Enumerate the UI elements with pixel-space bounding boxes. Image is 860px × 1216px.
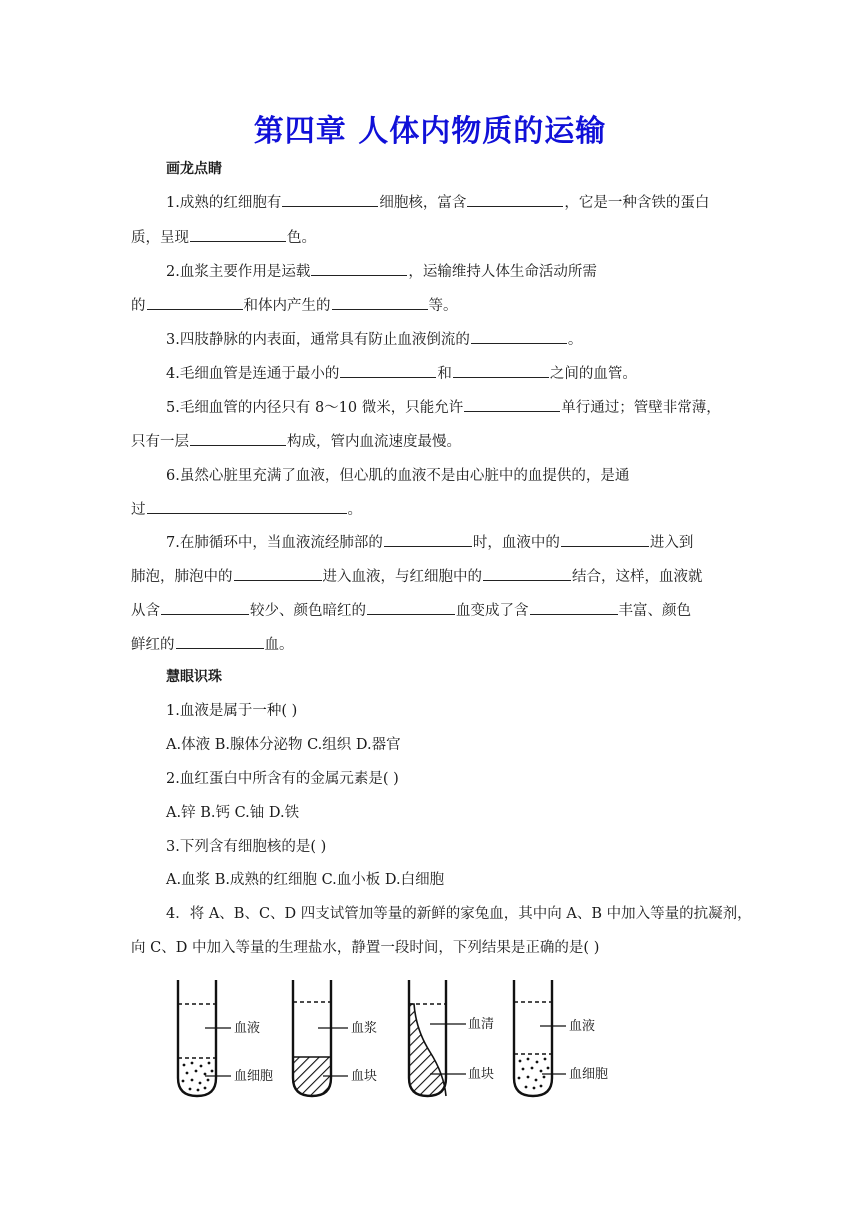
answer-blank[interactable] [340, 362, 436, 378]
section-heading-2: 慧眼识珠 [166, 669, 222, 685]
fill-q2-line1: 2.血浆主要作用是运载 ，运输维持人体生命活动所需 [166, 260, 597, 281]
test-tube-c [409, 980, 494, 1096]
label-c-bottom: 血块 [468, 1067, 495, 1082]
fill-q6-line2: 过 。 [131, 498, 362, 519]
fill-q5-line2: 只有一层 构成，管内血流速度最慢。 [131, 430, 461, 451]
label-b-bottom: 血块 [351, 1069, 378, 1084]
answer-blank[interactable] [332, 294, 428, 310]
choice-q2: 2.血红蛋白中所含有的金属元素是( ) [166, 771, 399, 787]
label-a-bottom: 血细胞 [234, 1069, 274, 1084]
label-a-top: 血液 [234, 1021, 261, 1036]
choice-q4-line2: 向 C、D 中加入等量的生理盐水，静置一段时间，下列结果是正确的是( ) [131, 940, 600, 956]
choice-q3-options: A.血浆 B.成熟的红细胞 C.血小板 D.白细胞 [166, 872, 445, 888]
answer-blank[interactable] [147, 498, 347, 514]
answer-blank[interactable] [453, 362, 549, 378]
fill-q1-line1: 1.成熟的红细胞有 细胞核，富含 ，它是一种含铁的蛋白 [166, 191, 709, 212]
choice-q2-options: A.锌 B.钙 C.铀 D.铁 [166, 805, 300, 821]
test-tube-d [514, 980, 608, 1096]
fill-q7-line1: 7.在肺循环中，当血液流经肺部的 时，血液中的 进入到 [166, 531, 693, 552]
chapter-title: 第四章 人体内物质的运输 [253, 114, 607, 149]
answer-blank[interactable] [234, 565, 322, 581]
answer-blank[interactable] [384, 531, 472, 547]
choice-q1: 1.血液是属于一种( ) [166, 703, 298, 719]
answer-blank[interactable] [483, 565, 571, 581]
label-d-top: 血液 [569, 1019, 596, 1034]
label-c-top: 血清 [468, 1017, 495, 1032]
fill-q3: 3.四肢静脉的内表面，通常具有防止血液倒流的 。 [166, 328, 582, 349]
answer-blank[interactable] [161, 599, 249, 615]
test-tube-b [293, 980, 377, 1096]
answer-blank[interactable] [471, 328, 567, 344]
answer-blank[interactable] [190, 226, 286, 242]
answer-blank[interactable] [311, 260, 407, 276]
fill-q1-line2: 质，呈现 色。 [131, 226, 316, 247]
label-d-bottom: 血细胞 [569, 1067, 609, 1082]
fill-q5-line1: 5.毛细血管的内径只有 8～10 微米，只能允许 单行通过；管壁非常薄， [166, 396, 721, 417]
fill-q7-line4: 鲜红的 血。 [131, 633, 294, 654]
answer-blank[interactable] [367, 599, 455, 615]
choice-q4-line1: 4．将 A、B、C、D 四支试管加等量的新鲜的家兔血，其中向 A、B 中加入等量的抗凝剂， [166, 906, 752, 922]
section-heading-1: 画龙点睛 [166, 161, 222, 177]
answer-blank[interactable] [282, 191, 378, 207]
fill-q7-line3: 从含 较少、颜色暗红的 血变成了含 丰富、颜色 [131, 599, 691, 620]
label-b-top: 血浆 [351, 1021, 378, 1036]
answer-blank[interactable] [176, 633, 264, 649]
answer-blank[interactable] [190, 430, 286, 446]
fill-q4: 4.毛细血管是连通于最小的 和 之间的血管。 [166, 362, 637, 383]
answer-blank[interactable] [464, 396, 560, 412]
choice-q3: 3.下列含有细胞核的是( ) [166, 839, 327, 855]
answer-blank[interactable] [561, 531, 649, 547]
answer-blank[interactable] [147, 294, 243, 310]
test-tube-figure [168, 970, 638, 1110]
answer-blank[interactable] [467, 191, 563, 207]
fill-q6-line1: 6.虽然心脏里充满了血液，但心肌的血液不是由心脏中的血提供的，是通 [166, 468, 630, 484]
fill-q7-line2: 肺泡，肺泡中的 进入血液，与红细胞中的 结合，这样，血液就 [131, 565, 703, 586]
answer-blank[interactable] [530, 599, 618, 615]
fill-q2-line2: 的 和体内产生的 等。 [131, 294, 458, 315]
test-tube-a [178, 980, 273, 1096]
choice-q1-options: A.体液 B.腺体分泌物 C.组织 D.器官 [166, 737, 401, 753]
